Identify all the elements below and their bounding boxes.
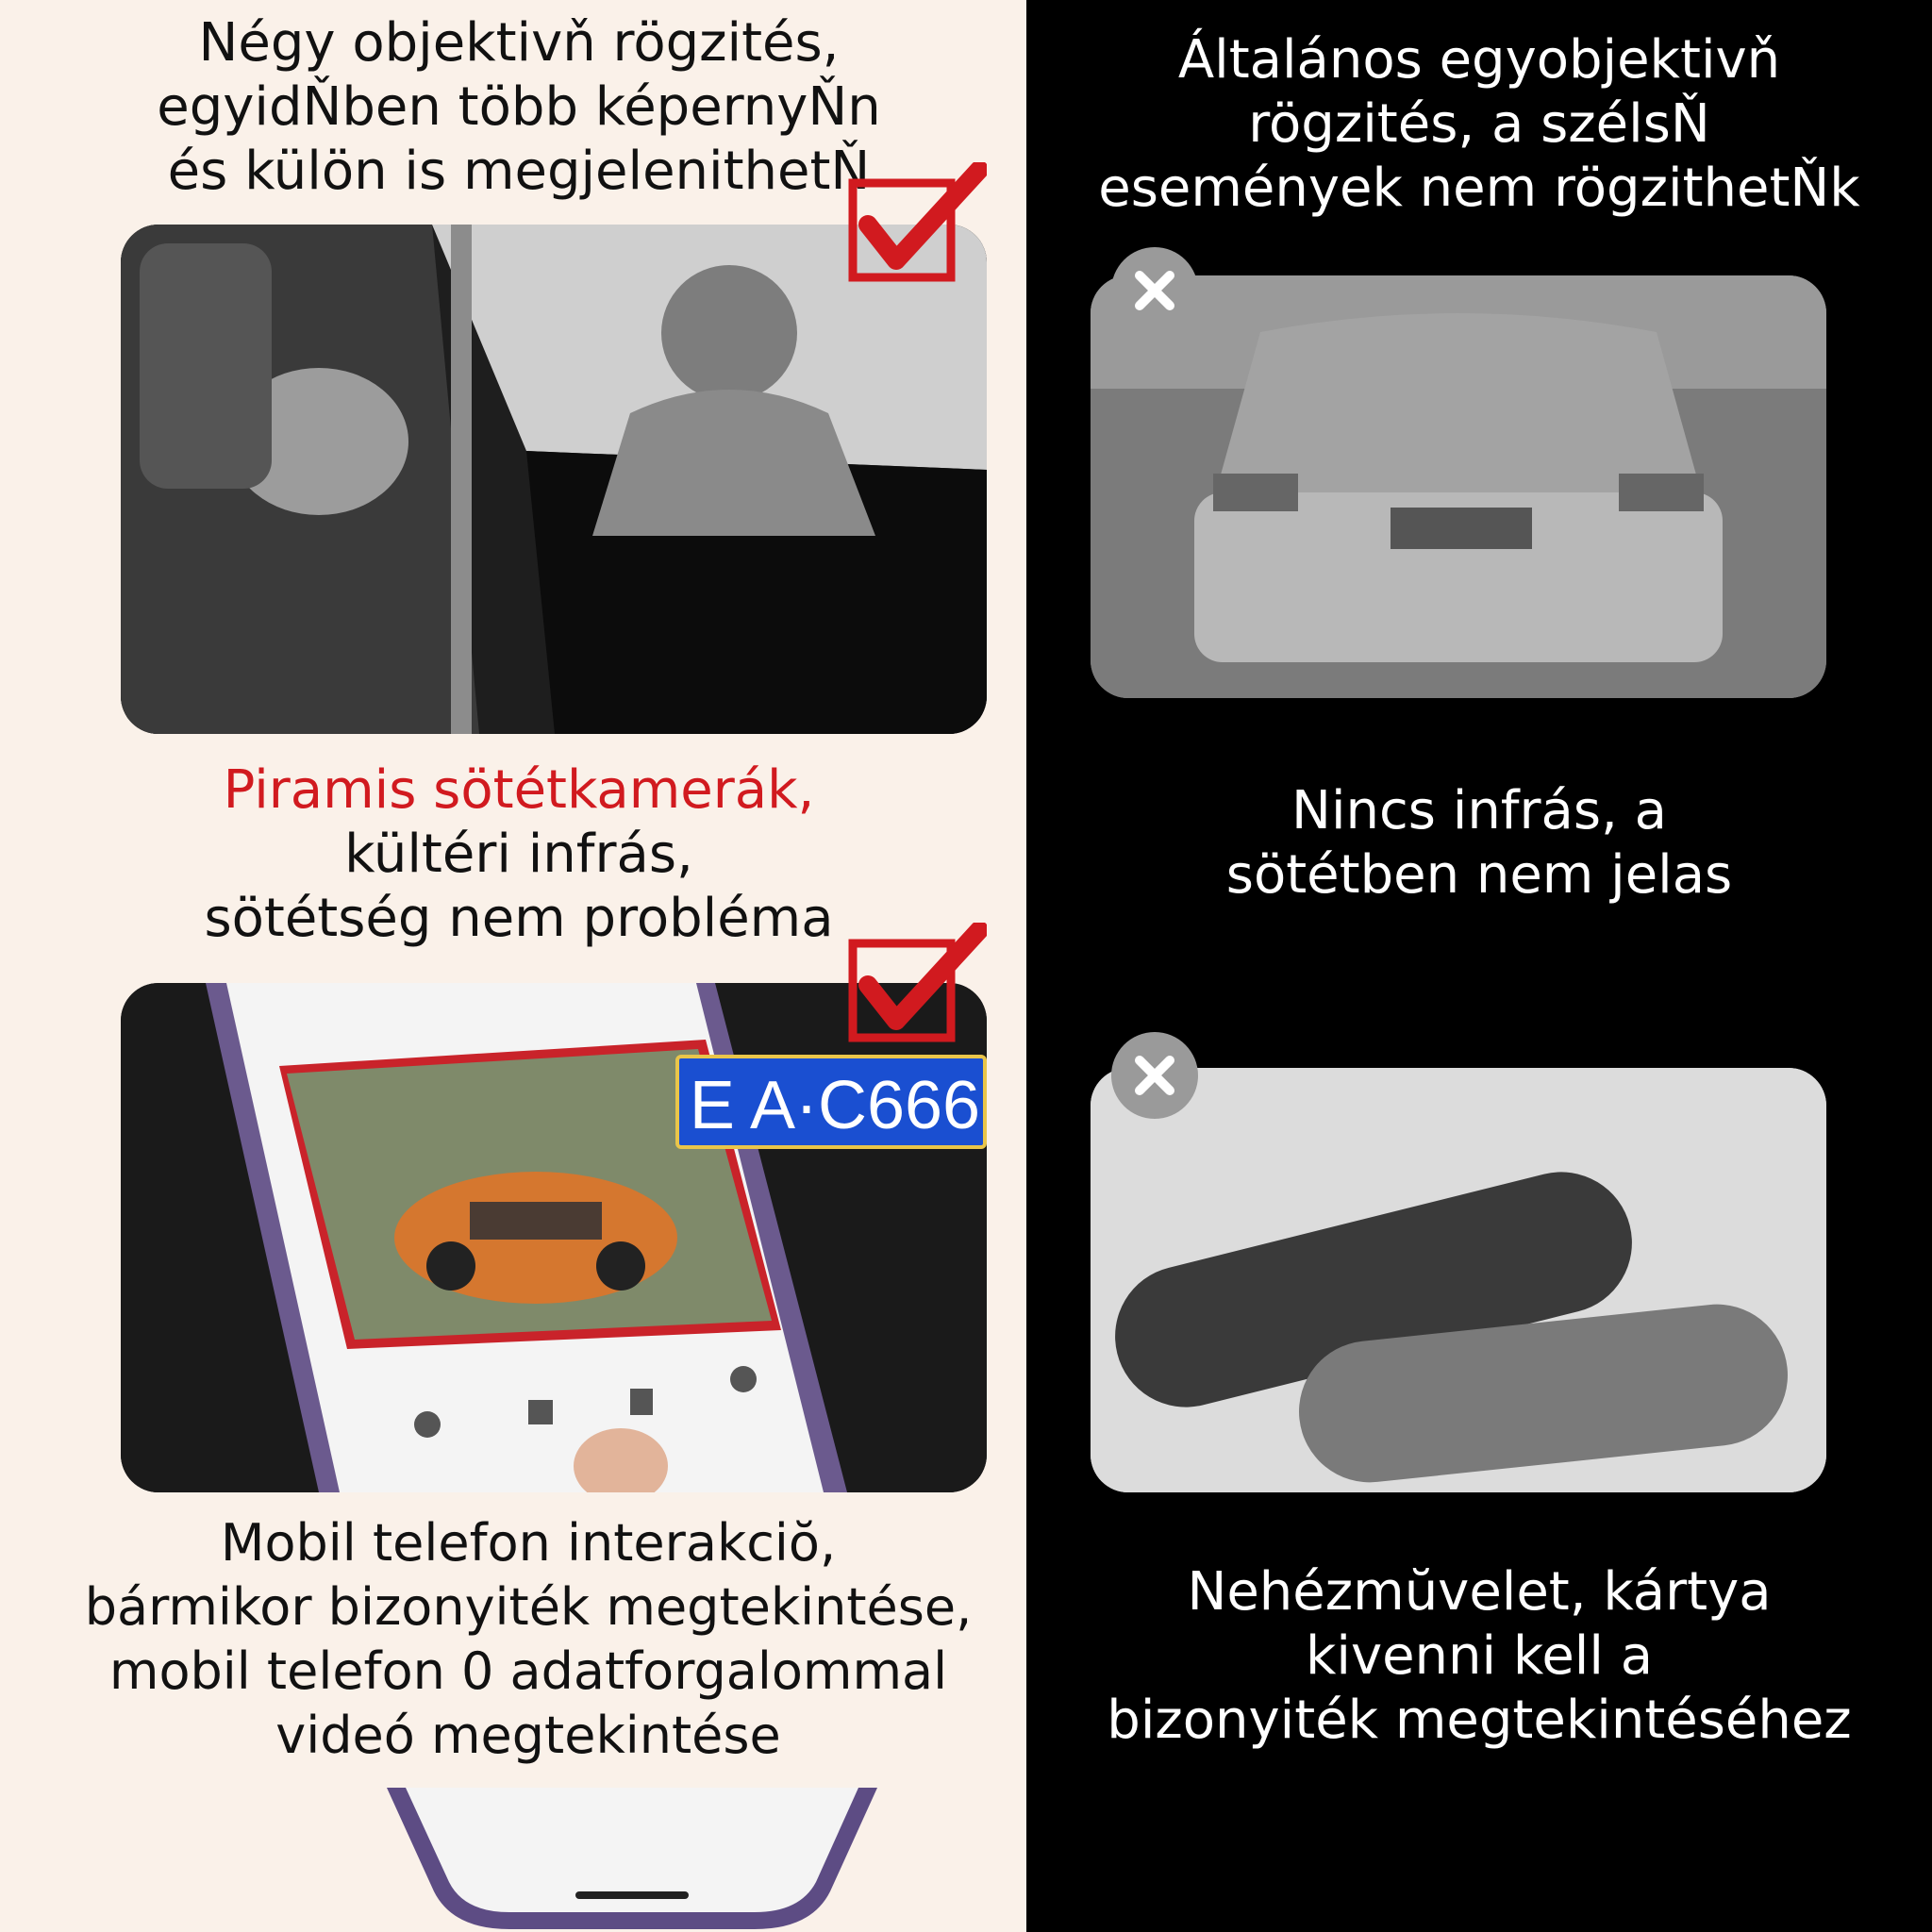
drawback-single-lens-text xyxy=(1045,28,1913,221)
text-line: egyidŇben több képernyŇn xyxy=(157,76,881,138)
text-line: kültéri infrás, xyxy=(344,824,693,885)
text-line: Mobil telefon interakciŏ, xyxy=(220,1513,837,1573)
feature-night-vision-text xyxy=(57,758,981,951)
check-icon xyxy=(847,923,987,1043)
text-line: bármikor bizonyiték megtekintése, xyxy=(84,1577,973,1637)
license-plate xyxy=(675,1055,987,1149)
text-line: kivenni kell a xyxy=(1305,1625,1654,1687)
license-plate-text: E A·C666 xyxy=(689,1068,981,1143)
close-icon xyxy=(1111,1032,1198,1119)
interior-camera-photo xyxy=(121,225,987,734)
blurry-batteries-photo xyxy=(1091,1068,1826,1492)
text-line: és külön is megjelenithetŇ xyxy=(167,141,871,202)
text-line: mobil telefon 0 adatforgalommal xyxy=(108,1641,948,1701)
drawback-sd-card-text xyxy=(1045,1560,1913,1753)
text-line: események nem rögzithetŇk xyxy=(1098,158,1860,219)
check-icon xyxy=(847,162,987,283)
feature-four-lens-text xyxy=(57,11,981,204)
feature-mobile-text xyxy=(57,1511,1000,1768)
text-line: Nehézmŭvelet, kártya xyxy=(1187,1561,1772,1623)
text-line: Négy objektivň rögzités, xyxy=(198,12,840,74)
blurry-car-illustration xyxy=(1091,275,1826,698)
close-icon xyxy=(1111,247,1198,334)
text-line: Általános egyobjektivň xyxy=(1177,29,1781,91)
battery-illustration xyxy=(1091,1068,1826,1492)
blurry-car-photo xyxy=(1091,275,1826,698)
interior-camera-illustration xyxy=(121,225,987,734)
text-line: Nincs infrás, a xyxy=(1291,780,1667,841)
text-line: rögzités, a szélsŇ xyxy=(1248,93,1710,155)
text-line: bizonyiték megtekintéséhez xyxy=(1107,1690,1852,1751)
text-line: sötétben nem jelas xyxy=(1225,844,1733,906)
phone-bottom-illustration xyxy=(377,1788,887,1932)
drawback-no-ir-text xyxy=(1045,779,1913,908)
text-line: videó megtekintése xyxy=(275,1706,781,1765)
highlight-text: Piramis sötétkamerák, xyxy=(223,759,815,821)
mobile-app-photo xyxy=(121,983,987,1492)
text-line: sötétség nem probléma xyxy=(204,888,834,949)
